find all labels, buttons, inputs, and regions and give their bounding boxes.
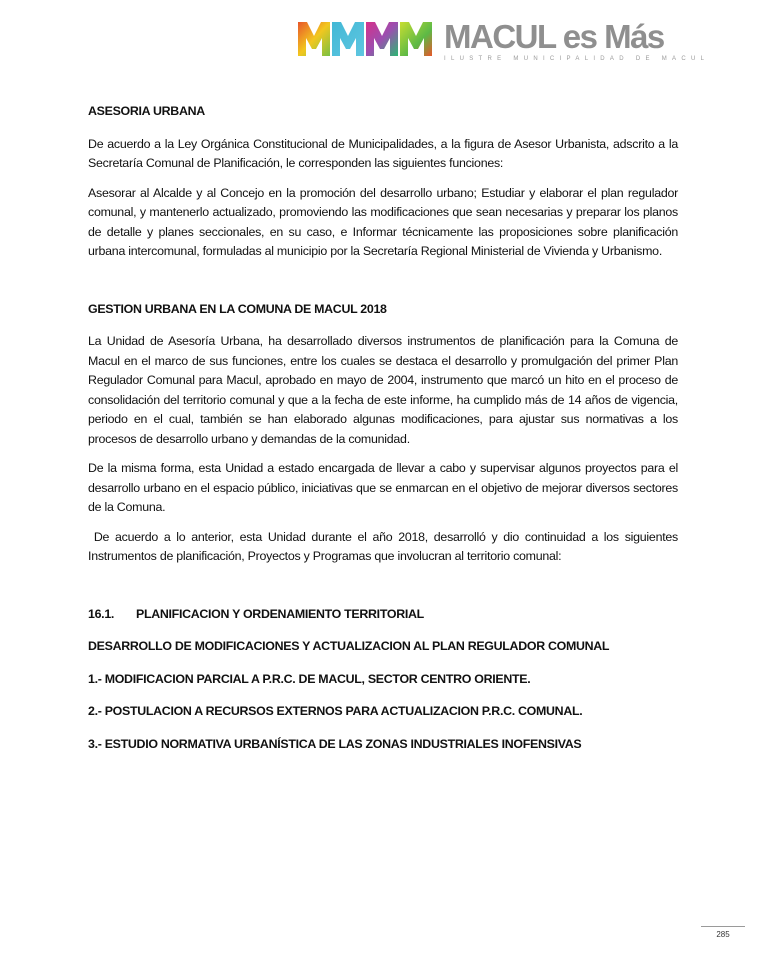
document-body (88, 102, 682, 754)
list-item: 2.- POSTULACION A RECURSOS EXTERNOS PARA ACTUALIZACION P.R.C. COMUNAL. (88, 704, 583, 718)
paragraph: La Unidad de Asesoría Urbana, ha desarrollado diversos instrumentos de planificación para la Comuna de Macul en el marco de sus funciones, entre los cuales se destaca el desarrollo y promulgación del primer Plan Regulador Comunal para Macul, aprobado en mayo de 2004, instrumento que marcó un hito en el proceso de consolidación del territorio comunal y que a la fecha de este informe, ha cumplido más de 14 años de vigencia, periodo en el cual, también se han elaborado algunas modificaciones, para ajustar sus normativas a los procesos de desarrollo urbano y demandas de la comunidad. (88, 334, 678, 446)
subheading: DESARROLLO DE MODIFICACIONES Y ACTUALIZACION AL PLAN REGULADOR COMUNAL (88, 639, 610, 653)
list-item: 1.- MODIFICACION PARCIAL A P.R.C. DE MACUL, SECTOR CENTRO ORIENTE. (88, 671, 531, 686)
logo-m-icon (298, 22, 330, 56)
page-number: 285 (716, 930, 730, 939)
paragraph: Asesorar al Alcalde y al Concejo en la promoción del desarrollo urbano; Estudiar y elaborar el plan regulador comunal, y mantenerlo actualizado, promoviendo las modificaciones que sean necesarias y preparar los planos de detalle y planes seccionales, en su caso, e Informar técnicamente las proposiciones sobre planificación urbana intercomunal, formuladas al municipio por la Secretaría Regional Ministerial de Vivienda y Urbanismo. (88, 185, 678, 258)
logo-m-icon (400, 22, 432, 56)
section-number: 16.1. (88, 606, 115, 621)
section-title: PLANIFICACION Y ORDENAMIENTO TERRITORIAL (136, 606, 424, 621)
logo-m-icon (332, 22, 364, 56)
footer-divider (701, 926, 745, 927)
brand-subtitle: ILUSTRE MUNICIPALIDAD DE MACUL (444, 56, 710, 62)
section-heading: ASESORIA URBANA (88, 104, 205, 118)
logo-m-icon (366, 22, 398, 56)
paragraph: De acuerdo a la Ley Orgánica Constitucional de Municipalidades, a la figura de Asesor Urbanista, adscrito a la Secretaría Comunal de Planificación, le corresponden las siguientes funciones: (88, 136, 678, 170)
section-heading: GESTION URBANA EN LA COMUNA DE MACUL 2018 (88, 301, 387, 316)
municipality-logo (298, 18, 710, 62)
logo-mark (298, 22, 432, 56)
paragraph: De la misma forma, esta Unidad a estado encargada de llevar a cabo y supervisar algunos proyectos para el desarrollo urbano en el espacio público, iniciativas que se enmarcan en el objetivo de mejorar diversos sectores de la Comuna. (88, 461, 678, 514)
brand-title: MACUL es Más (444, 18, 664, 55)
paragraph: De acuerdo a lo anterior, esta Unidad durante el año 2018, desarrolló y dio continuidad a los siguientes Instrumentos de planificación, Proyectos y Programas que involucran al territorio comunal: (88, 529, 682, 563)
list-item: 3.- ESTUDIO NORMATIVA URBANÍSTICA DE LAS ZONAS INDUSTRIALES INOFENSIVAS (88, 736, 582, 751)
section-heading (88, 605, 678, 625)
